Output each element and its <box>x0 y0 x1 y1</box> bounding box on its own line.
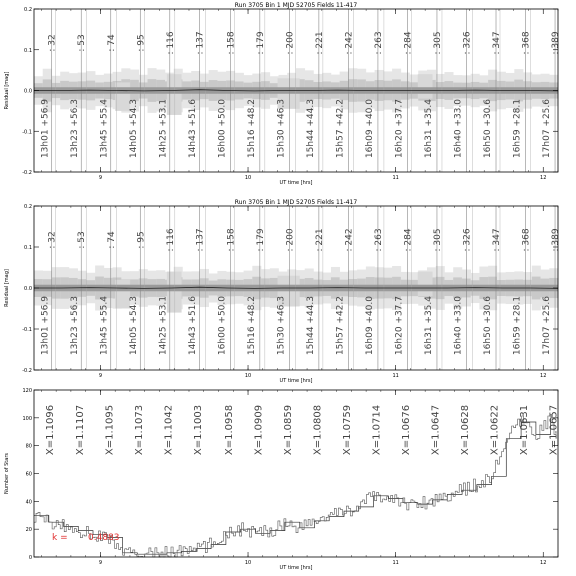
airmass-label: X=1.0808 <box>312 404 324 456</box>
time-altitude-label: 15h57 +42.2 <box>335 99 346 159</box>
field-number-label: : 74 <box>106 34 117 52</box>
time-altitude-label: 16h59 +28.1 <box>512 99 523 159</box>
x-tick-label: 9 <box>98 175 103 181</box>
panel-2-xlabel: UT time [hrs] <box>279 378 313 384</box>
time-altitude-label: 13h45 +55.4 <box>99 99 110 159</box>
field-number-label: : 389 <box>551 228 562 252</box>
field-number-label: : 242 <box>344 31 355 55</box>
time-altitude-label: 17h07 +25.6 <box>542 296 553 356</box>
time-altitude-label: 16h59 +28.1 <box>512 296 523 356</box>
field-number-label: : 347 <box>492 31 503 55</box>
panel-2-title: Run 3705 Bin 1 MJD 52705 Fields 11-417 <box>234 199 358 206</box>
residual-block <box>115 280 130 309</box>
field-number-label: : 368 <box>521 228 532 252</box>
airmass-label: X=1.1042 <box>163 404 175 456</box>
airmass-label: X=1.0657 <box>548 404 560 456</box>
y-tick-label: -0.2 <box>22 368 32 374</box>
airmass-label: X=1.0958 <box>223 404 235 456</box>
airmass-label: X=1.0622 <box>489 404 501 456</box>
y-tick-label: 120 <box>22 388 32 394</box>
field-number-label: : 284 <box>403 228 414 252</box>
field-number-label: : 116 <box>165 228 176 252</box>
field-number-label: : 305 <box>432 31 443 55</box>
time-altitude-label: 16h00 +50.0 <box>217 296 228 356</box>
y-tick-label: -0.1 <box>22 129 32 136</box>
field-number-label: : 32 <box>47 34 58 52</box>
field-number-label: : 263 <box>373 31 384 55</box>
panel-1-xlabel: UT time [hrs] <box>279 180 313 186</box>
field-number-label: : 284 <box>403 31 414 55</box>
field-number-label: : 137 <box>195 228 206 252</box>
y-tick-label: 0.1 <box>24 47 32 54</box>
y-tick-label: 60 <box>25 471 32 478</box>
time-altitude-label: 16h20 +37.7 <box>394 99 405 159</box>
airmass-label: X=1.1107 <box>74 404 86 456</box>
y-tick-label: 0.1 <box>24 245 32 251</box>
airmass-label: X=1.0676 <box>400 404 412 456</box>
y-tick-label: -0.1 <box>22 327 32 333</box>
panel-1-ylabel: Residual [mag] <box>4 71 10 110</box>
x-tick-label: 11 <box>392 560 399 566</box>
airmass-label: X=1.1096 <box>45 404 57 456</box>
residual-block <box>167 74 182 115</box>
airmass-label: X=1.0859 <box>282 404 294 456</box>
field-number-label: : 32 <box>47 231 58 249</box>
time-altitude-label: 16h50 +30.6 <box>483 99 494 159</box>
y-tick-label: 0 <box>28 555 32 561</box>
time-altitude-label: 15h16 +48.2 <box>246 99 257 159</box>
time-altitude-label: 16h50 +30.6 <box>483 296 494 356</box>
airmass-label: X=1.0909 <box>253 404 265 456</box>
time-altitude-label: 15h44 +44.3 <box>306 296 317 356</box>
field-number-label: : 116 <box>165 31 176 55</box>
y-tick-label: 80 <box>25 443 32 450</box>
field-number-label: : 263 <box>373 228 384 252</box>
field-number-label: : 242 <box>344 228 355 252</box>
field-number-label: : 200 <box>285 31 296 55</box>
field-number-label: : 53 <box>77 34 88 52</box>
time-altitude-label: 15h44 +44.3 <box>306 99 317 159</box>
time-altitude-label: 13h23 +56.3 <box>69 296 80 356</box>
field-number-label: : 179 <box>255 228 266 252</box>
time-altitude-label: 16h09 +40.0 <box>365 99 376 159</box>
time-altitude-label: 15h30 +46.3 <box>276 99 287 159</box>
time-altitude-label: 13h01 +56.9 <box>40 296 51 356</box>
time-altitude-label: 15h57 +42.2 <box>335 296 346 356</box>
x-tick-label: 10 <box>244 560 252 566</box>
x-tick-label: 11 <box>392 373 399 379</box>
y-tick-label: 20 <box>25 527 32 534</box>
x-tick-label: 10 <box>244 373 252 379</box>
field-number-label: : 158 <box>226 31 237 55</box>
time-altitude-label: 16h31 +35.4 <box>424 99 435 159</box>
field-number-label: : 368 <box>521 31 532 55</box>
airmass-label: X=1.0759 <box>341 404 353 456</box>
residual-block <box>418 272 433 297</box>
time-altitude-label: 17h07 +25.6 <box>542 99 553 159</box>
time-altitude-label: 16h31 +35.4 <box>424 296 435 356</box>
residual-block <box>167 272 182 313</box>
time-altitude-label: 14h43 +51.6 <box>187 99 198 159</box>
y-tick-label: 0.2 <box>24 204 32 210</box>
x-tick-label: 12 <box>540 175 547 181</box>
time-altitude-label: 13h23 +56.3 <box>69 99 80 159</box>
y-tick-label: 0.0 <box>24 88 32 95</box>
field-number-label: : 221 <box>314 228 325 252</box>
field-number-label: : 53 <box>77 231 88 249</box>
x-tick-label: 10 <box>244 175 252 181</box>
time-altitude-label: 14h05 +54.3 <box>128 296 139 356</box>
airmass-label: X=1.0631 <box>519 404 531 456</box>
residual-block <box>115 82 130 111</box>
x-tick-label: 11 <box>392 175 399 181</box>
field-number-label: : 95 <box>136 231 147 249</box>
y-tick-label: 0.2 <box>24 7 32 13</box>
time-altitude-label: 16h40 +33.0 <box>453 99 464 159</box>
field-number-label: : 347 <box>492 228 503 252</box>
time-altitude-label: 13h45 +55.4 <box>99 296 110 356</box>
airmass-label: X=1.0647 <box>430 404 442 456</box>
extinction-k-label: k = <box>52 533 68 543</box>
airmass-label: X=1.1073 <box>133 404 145 456</box>
field-number-label: : 326 <box>462 31 473 55</box>
time-altitude-label: 15h30 +46.3 <box>276 296 287 356</box>
airmass-label: X=1.1003 <box>192 404 204 456</box>
field-number-label: : 95 <box>136 34 147 52</box>
time-altitude-label: 14h25 +53.1 <box>158 99 169 159</box>
time-altitude-label: 16h09 +40.0 <box>365 296 376 356</box>
x-tick-label: 9 <box>98 560 103 566</box>
time-altitude-label: 13h01 +56.9 <box>40 99 51 159</box>
airmass-label: X=1.0714 <box>371 404 383 456</box>
time-altitude-label: 15h16 +48.2 <box>246 296 257 356</box>
field-number-label: : 326 <box>462 228 473 252</box>
panel-3-ylabel: Number of Stars <box>4 453 10 494</box>
airmass-label: X=1.1095 <box>104 404 116 456</box>
time-altitude-label: 16h40 +33.0 <box>453 296 464 356</box>
x-tick-label: 12 <box>540 560 547 566</box>
time-altitude-label: 14h25 +53.1 <box>158 296 169 356</box>
field-number-label: : 389 <box>551 31 562 55</box>
field-number-label: : 305 <box>432 228 443 252</box>
y-tick-label: 0.0 <box>24 286 32 292</box>
extinction-k-value: 0.4883 <box>88 533 120 543</box>
y-tick-label: 100 <box>22 415 32 422</box>
field-number-label: : 200 <box>285 228 296 252</box>
field-number-label: : 74 <box>106 231 117 249</box>
time-altitude-label: 16h20 +37.7 <box>394 296 405 356</box>
field-number-label: : 179 <box>255 31 266 55</box>
panel-3-xlabel: UT time [hrs] <box>279 565 313 571</box>
time-altitude-label: 14h43 +51.6 <box>187 296 198 356</box>
x-tick-label: 9 <box>98 373 103 379</box>
time-altitude-label: 16h00 +50.0 <box>217 99 228 159</box>
panel-1-title: Run 3705 Bin 1 MJD 52705 Fields 11-417 <box>234 2 358 9</box>
y-tick-label: 40 <box>25 499 32 506</box>
time-altitude-label: 14h05 +54.3 <box>128 99 139 159</box>
field-number-label: : 137 <box>195 31 206 55</box>
field-number-label: : 158 <box>226 228 237 252</box>
field-number-label: : 221 <box>314 31 325 55</box>
airmass-label: X=1.0628 <box>460 404 472 456</box>
panel-2-ylabel: Residual [mag] <box>4 269 10 307</box>
residual-block <box>418 74 433 98</box>
y-tick-label: -0.2 <box>22 170 32 176</box>
x-tick-label: 12 <box>540 373 547 379</box>
